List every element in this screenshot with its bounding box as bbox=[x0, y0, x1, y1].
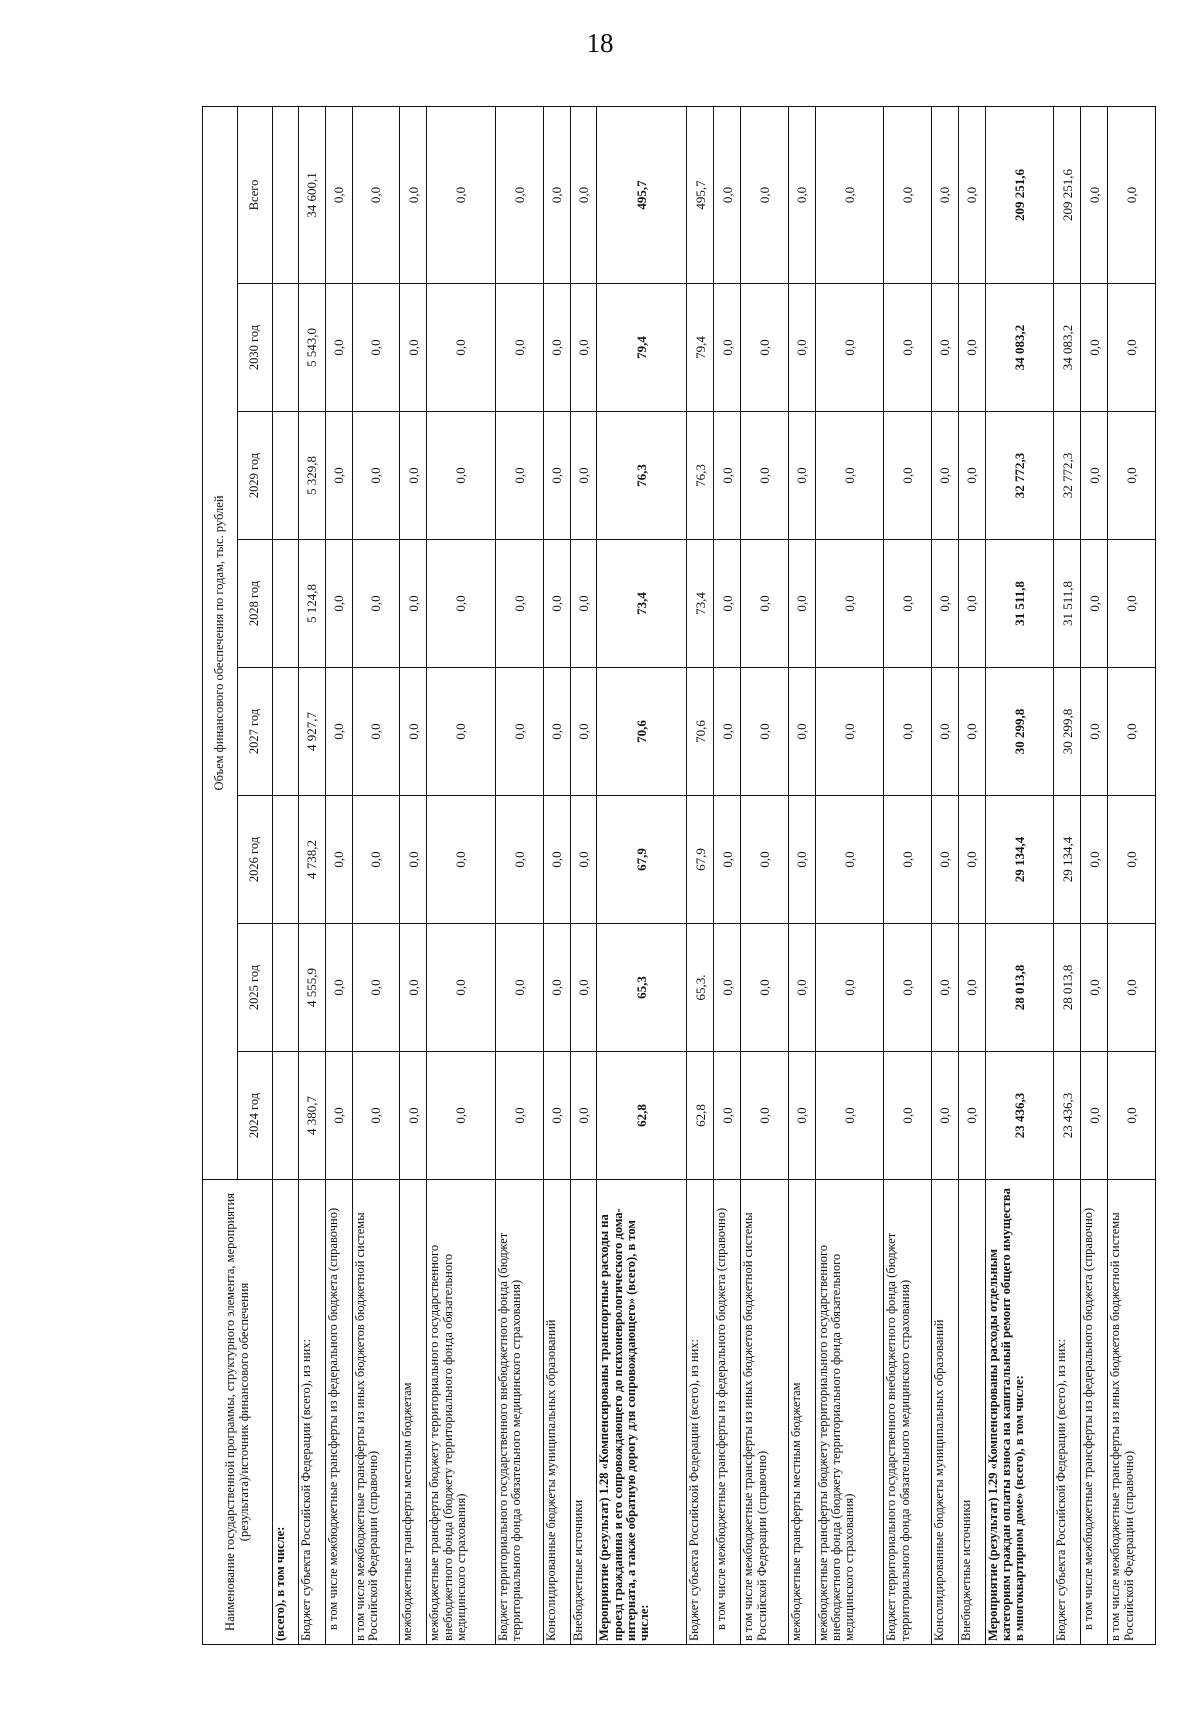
value-cell: 0,0 bbox=[884, 540, 931, 668]
value-cell: 0,0 bbox=[353, 796, 400, 924]
value-cell: 67,9 bbox=[597, 796, 687, 924]
value-cell: 0,0 bbox=[1108, 1052, 1156, 1180]
row-label: в том числе межбюджетные трансферты из федерального бюджета (справочно) bbox=[326, 1180, 353, 1645]
value-cell: 0,0 bbox=[1081, 924, 1108, 1052]
value-cell: 0,0 bbox=[427, 1052, 496, 1180]
value-cell: 5 543,0 bbox=[299, 284, 326, 412]
value-cell: 34 083,2 bbox=[985, 284, 1054, 412]
value-cell: 0,0 bbox=[815, 1052, 884, 1180]
value-cell: 0,0 bbox=[788, 924, 815, 1052]
value-cell: 62,8 bbox=[687, 1052, 714, 1180]
value-cell: 0,0 bbox=[815, 924, 884, 1052]
value-cell: 0,0 bbox=[326, 668, 353, 796]
value-cell: 0,0 bbox=[958, 1052, 985, 1180]
value-cell: 0,0 bbox=[884, 796, 931, 924]
value-cell: 0,0 bbox=[496, 1052, 543, 1180]
value-cell: 0,0 bbox=[496, 924, 543, 1052]
value-cell: 29 134,4 bbox=[985, 796, 1054, 924]
value-cell: 0,0 bbox=[400, 668, 427, 796]
row-label: Консолидированные бюджеты муниципальных образований bbox=[543, 1180, 570, 1645]
table-row bbox=[496, 106, 543, 1644]
value-cell: 0,0 bbox=[815, 796, 884, 924]
value-cell: 0,0 bbox=[353, 106, 400, 283]
value-cell: 31 511,8 bbox=[985, 540, 1054, 668]
value-cell: 0,0 bbox=[543, 1052, 570, 1180]
value-cell: 0,0 bbox=[326, 412, 353, 540]
row-label: Внебюджетные источники bbox=[570, 1180, 597, 1645]
table-row bbox=[884, 106, 931, 1644]
value-cell: 0,0 bbox=[1108, 284, 1156, 412]
row-label: Бюджет территориального государственного внебюджетного фонда (бюджет территориального фонда обязательного медицинского страхования) bbox=[884, 1180, 931, 1645]
header-year-7: Всего bbox=[238, 106, 273, 283]
row-label: Бюджет субъекта Российской Федерации (всего), из них: bbox=[299, 1180, 326, 1645]
value-cell: 0,0 bbox=[931, 284, 958, 412]
value-cell: 70,6 bbox=[687, 668, 714, 796]
value-cell: 0,0 bbox=[570, 540, 597, 668]
table-row bbox=[597, 106, 687, 1644]
value-cell: 0,0 bbox=[570, 412, 597, 540]
value-cell: 0,0 bbox=[400, 1052, 427, 1180]
table-row bbox=[1054, 106, 1081, 1644]
value-cell: 0,0 bbox=[931, 796, 958, 924]
value-cell: 0,0 bbox=[815, 540, 884, 668]
value-cell: 0,0 bbox=[326, 796, 353, 924]
value-cell: 0,0 bbox=[353, 540, 400, 668]
value-cell: 0,0 bbox=[570, 284, 597, 412]
value-cell: 0,0 bbox=[400, 284, 427, 412]
header-year-4: 2028 год bbox=[238, 540, 273, 668]
table-row bbox=[273, 106, 299, 1644]
header-year-3: 2027 год bbox=[238, 668, 273, 796]
value-cell bbox=[273, 540, 299, 668]
value-cell: 0,0 bbox=[1108, 924, 1156, 1052]
value-cell: 0,0 bbox=[543, 284, 570, 412]
value-cell: 0,0 bbox=[958, 412, 985, 540]
financing-table bbox=[202, 106, 1156, 1645]
value-cell: 0,0 bbox=[958, 796, 985, 924]
value-cell: 0,0 bbox=[714, 1052, 741, 1180]
value-cell: 0,0 bbox=[496, 284, 543, 412]
row-label: Бюджет территориального государственного внебюджетного фонда (бюджет территориального фонда обязательного медицинского страхования) bbox=[496, 1180, 543, 1645]
table-row bbox=[1108, 106, 1156, 1644]
value-cell: 0,0 bbox=[788, 1052, 815, 1180]
value-cell: 5 124,8 bbox=[299, 540, 326, 668]
value-cell: 0,0 bbox=[884, 284, 931, 412]
value-cell: 0,0 bbox=[427, 668, 496, 796]
row-label: Мероприятие (результат) 1.29 «Компенсированы расходы отдельным категориям граждан оплаты взноса на капитальный ремонт общего имущества в многоквартирном доме» (всего), в том числе: bbox=[985, 1180, 1054, 1645]
value-cell: 76,3 bbox=[687, 412, 714, 540]
value-cell: 0,0 bbox=[884, 668, 931, 796]
row-label: в том числе межбюджетные трансферты из иных бюджетов бюджетной системы Российской Федерации (справочно) bbox=[741, 1180, 788, 1645]
value-cell: 65,3. bbox=[687, 924, 714, 1052]
value-cell: 0,0 bbox=[1108, 668, 1156, 796]
row-label: (всего), в том числе: bbox=[273, 1180, 299, 1645]
value-cell: 0,0 bbox=[741, 796, 788, 924]
value-cell: 0,0 bbox=[400, 412, 427, 540]
value-cell bbox=[273, 1052, 299, 1180]
value-cell: 73,4 bbox=[687, 540, 714, 668]
value-cell: 0,0 bbox=[1081, 412, 1108, 540]
value-cell: 76,3 bbox=[597, 412, 687, 540]
value-cell: 495,7 bbox=[687, 106, 714, 283]
row-label: Бюджет субъекта Российской Федерации (всего), из них: bbox=[687, 1180, 714, 1645]
value-cell: 30 299,8 bbox=[985, 668, 1054, 796]
value-cell: 0,0 bbox=[570, 106, 597, 283]
value-cell: 0,0 bbox=[326, 106, 353, 283]
table-row bbox=[788, 106, 815, 1644]
value-cell: 0,0 bbox=[543, 412, 570, 540]
header-name-cell: Наименование государственной программы, структурного элемента, мероприятия (результата)/источник финансового обеспечения bbox=[203, 1180, 273, 1645]
value-cell: 0,0 bbox=[400, 106, 427, 283]
header-year-2: 2026 год bbox=[238, 796, 273, 924]
table-row bbox=[1081, 106, 1108, 1644]
value-cell: 23 436,3 bbox=[1054, 1052, 1081, 1180]
value-cell: 0,0 bbox=[931, 924, 958, 1052]
value-cell: 0,0 bbox=[714, 284, 741, 412]
value-cell: 0,0 bbox=[815, 412, 884, 540]
row-label: в том числе межбюджетные трансферты из федерального бюджета (справочно) bbox=[1081, 1180, 1108, 1645]
value-cell: 0,0 bbox=[1108, 540, 1156, 668]
value-cell: 5 329,8 bbox=[299, 412, 326, 540]
value-cell: 0,0 bbox=[931, 668, 958, 796]
value-cell: 0,0 bbox=[1081, 796, 1108, 924]
rotated-table-frame bbox=[202, 107, 1156, 1645]
value-cell: 0,0 bbox=[543, 796, 570, 924]
table-row bbox=[958, 106, 985, 1644]
value-cell: 0,0 bbox=[1081, 668, 1108, 796]
table-row bbox=[543, 106, 570, 1644]
value-cell: 4 380,7 bbox=[299, 1052, 326, 1180]
value-cell: 0,0 bbox=[788, 796, 815, 924]
value-cell: 0,0 bbox=[427, 796, 496, 924]
value-cell: 0,0 bbox=[326, 924, 353, 1052]
row-label: межбюджетные трансферты местным бюджетам bbox=[788, 1180, 815, 1645]
value-cell: 0,0 bbox=[884, 412, 931, 540]
value-cell: 31 511,8 bbox=[1054, 540, 1081, 668]
value-cell: 0,0 bbox=[1081, 284, 1108, 412]
value-cell bbox=[273, 284, 299, 412]
value-cell: 0,0 bbox=[496, 412, 543, 540]
value-cell bbox=[273, 106, 299, 283]
value-cell: 0,0 bbox=[326, 540, 353, 668]
table-row bbox=[815, 106, 884, 1644]
value-cell: 0,0 bbox=[958, 924, 985, 1052]
value-cell: 0,0 bbox=[884, 106, 931, 283]
value-cell: 0,0 bbox=[931, 106, 958, 283]
value-cell: 0,0 bbox=[788, 540, 815, 668]
value-cell: 0,0 bbox=[741, 1052, 788, 1180]
row-label: межбюджетные трансферты бюджету территориального государственного внебюджетного фонда (бюджету территориального фонда обязательного медицинского страхования) bbox=[427, 1180, 496, 1645]
table-row bbox=[299, 106, 326, 1644]
value-cell: 67,9 bbox=[687, 796, 714, 924]
value-cell: 0,0 bbox=[714, 106, 741, 283]
value-cell: 0,0 bbox=[427, 106, 496, 283]
value-cell bbox=[273, 668, 299, 796]
value-cell: 73,4 bbox=[597, 540, 687, 668]
value-cell: 0,0 bbox=[815, 668, 884, 796]
header-year-1: 2025 год bbox=[238, 924, 273, 1052]
value-cell: 0,0 bbox=[1081, 1052, 1108, 1180]
value-cell: 0,0 bbox=[714, 540, 741, 668]
page-number: 18 bbox=[586, 28, 614, 58]
value-cell: 0,0 bbox=[714, 924, 741, 1052]
value-cell: 0,0 bbox=[741, 284, 788, 412]
value-cell: 0,0 bbox=[741, 668, 788, 796]
value-cell: 0,0 bbox=[427, 284, 496, 412]
value-cell: 0,0 bbox=[714, 412, 741, 540]
value-cell: 0,0 bbox=[1081, 106, 1108, 283]
value-cell: 0,0 bbox=[958, 106, 985, 283]
value-cell: 0,0 bbox=[931, 540, 958, 668]
row-label: в том числе межбюджетные трансферты из иных бюджетов бюджетной системы Российской Федерации (справочно) bbox=[353, 1180, 400, 1645]
value-cell: 0,0 bbox=[427, 540, 496, 668]
value-cell: 0,0 bbox=[353, 284, 400, 412]
value-cell: 30 299,8 bbox=[1054, 668, 1081, 796]
row-label: Мероприятие (результат) 1.28 «Компенсированы транспортные расходы на проезд гражданина и его сопровождающего до психоневрологического дома-интерната, а также обратную дорогу для сопровождающего» (всего), в том числе: bbox=[597, 1180, 687, 1645]
value-cell: 0,0 bbox=[326, 1052, 353, 1180]
value-cell: 32 772,3 bbox=[985, 412, 1054, 540]
table-row bbox=[931, 106, 958, 1644]
value-cell: 4 927,7 bbox=[299, 668, 326, 796]
value-cell: 0,0 bbox=[884, 1052, 931, 1180]
value-cell: 0,0 bbox=[400, 540, 427, 668]
value-cell: 0,0 bbox=[353, 924, 400, 1052]
value-cell: 0,0 bbox=[427, 412, 496, 540]
value-cell: 65,3 bbox=[597, 924, 687, 1052]
value-cell: 0,0 bbox=[543, 106, 570, 283]
rotated-table-container bbox=[202, 107, 1156, 1645]
value-cell: 0,0 bbox=[958, 284, 985, 412]
value-cell: 0,0 bbox=[788, 412, 815, 540]
value-cell: 0,0 bbox=[570, 1052, 597, 1180]
value-cell: 0,0 bbox=[543, 668, 570, 796]
value-cell: 0,0 bbox=[741, 106, 788, 283]
value-cell: 32 772,3 bbox=[1054, 412, 1081, 540]
row-label: Консолидированные бюджеты муниципальных образований bbox=[931, 1180, 958, 1645]
value-cell: 0,0 bbox=[1108, 106, 1156, 283]
row-label: в том числе межбюджетные трансферты из федерального бюджета (справочно) bbox=[714, 1180, 741, 1645]
row-label: в том числе межбюджетные трансферты из иных бюджетов бюджетной системы Российской Федерации (справочно) bbox=[1108, 1180, 1156, 1645]
value-cell: 0,0 bbox=[714, 796, 741, 924]
value-cell: 0,0 bbox=[496, 668, 543, 796]
value-cell: 0,0 bbox=[496, 540, 543, 668]
value-cell: 209 251,6 bbox=[1054, 106, 1081, 283]
value-cell: 79,4 bbox=[597, 284, 687, 412]
value-cell: 0,0 bbox=[326, 284, 353, 412]
table-row bbox=[985, 106, 1054, 1644]
value-cell: 0,0 bbox=[353, 412, 400, 540]
value-cell: 209 251,6 bbox=[985, 106, 1054, 283]
table-row bbox=[427, 106, 496, 1644]
value-cell: 34 600,1 bbox=[299, 106, 326, 283]
value-cell: 0,0 bbox=[496, 106, 543, 283]
value-cell: 0,0 bbox=[570, 796, 597, 924]
value-cell: 79,4 bbox=[687, 284, 714, 412]
value-cell: 0,0 bbox=[958, 540, 985, 668]
header-year-5: 2029 год bbox=[238, 412, 273, 540]
value-cell: 0,0 bbox=[815, 106, 884, 283]
value-cell: 0,0 bbox=[1081, 540, 1108, 668]
value-cell: 28 013,8 bbox=[1054, 924, 1081, 1052]
row-label: межбюджетные трансферты местным бюджетам bbox=[400, 1180, 427, 1645]
value-cell: 0,0 bbox=[400, 796, 427, 924]
value-cell: 0,0 bbox=[931, 412, 958, 540]
table-row bbox=[326, 106, 353, 1644]
value-cell: 0,0 bbox=[400, 924, 427, 1052]
value-cell: 0,0 bbox=[570, 924, 597, 1052]
value-cell: 4 738,2 bbox=[299, 796, 326, 924]
value-cell: 29 134,4 bbox=[1054, 796, 1081, 924]
value-cell: 0,0 bbox=[741, 412, 788, 540]
value-cell: 0,0 bbox=[741, 540, 788, 668]
value-cell: 0,0 bbox=[1108, 412, 1156, 540]
value-cell: 0,0 bbox=[815, 284, 884, 412]
value-cell: 0,0 bbox=[741, 924, 788, 1052]
value-cell: 495,7 bbox=[597, 106, 687, 283]
value-cell: 23 436,3 bbox=[985, 1052, 1054, 1180]
value-cell: 0,0 bbox=[788, 668, 815, 796]
value-cell: 62,8 bbox=[597, 1052, 687, 1180]
value-cell: 0,0 bbox=[543, 540, 570, 668]
value-cell: 0,0 bbox=[714, 668, 741, 796]
value-cell: 0,0 bbox=[931, 1052, 958, 1180]
table-row bbox=[400, 106, 427, 1644]
row-label: Бюджет субъекта Российской Федерации (всего), из них: bbox=[1054, 1180, 1081, 1645]
table-row bbox=[570, 106, 597, 1644]
value-cell: 70,6 bbox=[597, 668, 687, 796]
value-cell bbox=[273, 796, 299, 924]
value-cell bbox=[273, 924, 299, 1052]
header-year-0: 2024 год bbox=[238, 1052, 273, 1180]
value-cell: 0,0 bbox=[1108, 796, 1156, 924]
table-row bbox=[687, 106, 714, 1644]
value-cell: 0,0 bbox=[958, 668, 985, 796]
value-cell: 0,0 bbox=[570, 668, 597, 796]
value-cell: 0,0 bbox=[788, 284, 815, 412]
table-row bbox=[741, 106, 788, 1644]
value-cell: 0,0 bbox=[496, 796, 543, 924]
value-cell: 0,0 bbox=[353, 1052, 400, 1180]
header-year-6: 2030 год bbox=[238, 284, 273, 412]
table-body bbox=[273, 106, 1156, 1644]
value-cell: 28 013,8 bbox=[985, 924, 1054, 1052]
value-cell: 0,0 bbox=[427, 924, 496, 1052]
value-cell: 0,0 bbox=[788, 106, 815, 283]
row-label: межбюджетные трансферты бюджету территориального государственного внебюджетного фонда (бюджету территориального фонда обязательного медицинского страхования) bbox=[815, 1180, 884, 1645]
header-volume-cell: Объем финансового обеспечения по годам, тыс. рублей bbox=[203, 106, 238, 1179]
value-cell: 34 083,2 bbox=[1054, 284, 1081, 412]
table-row bbox=[714, 106, 741, 1644]
value-cell: 0,0 bbox=[884, 924, 931, 1052]
value-cell: 4 555,9 bbox=[299, 924, 326, 1052]
value-cell: 0,0 bbox=[543, 924, 570, 1052]
value-cell: 0,0 bbox=[353, 668, 400, 796]
value-cell bbox=[273, 412, 299, 540]
row-label: Внебюджетные источники bbox=[958, 1180, 985, 1645]
table-row bbox=[353, 106, 400, 1644]
